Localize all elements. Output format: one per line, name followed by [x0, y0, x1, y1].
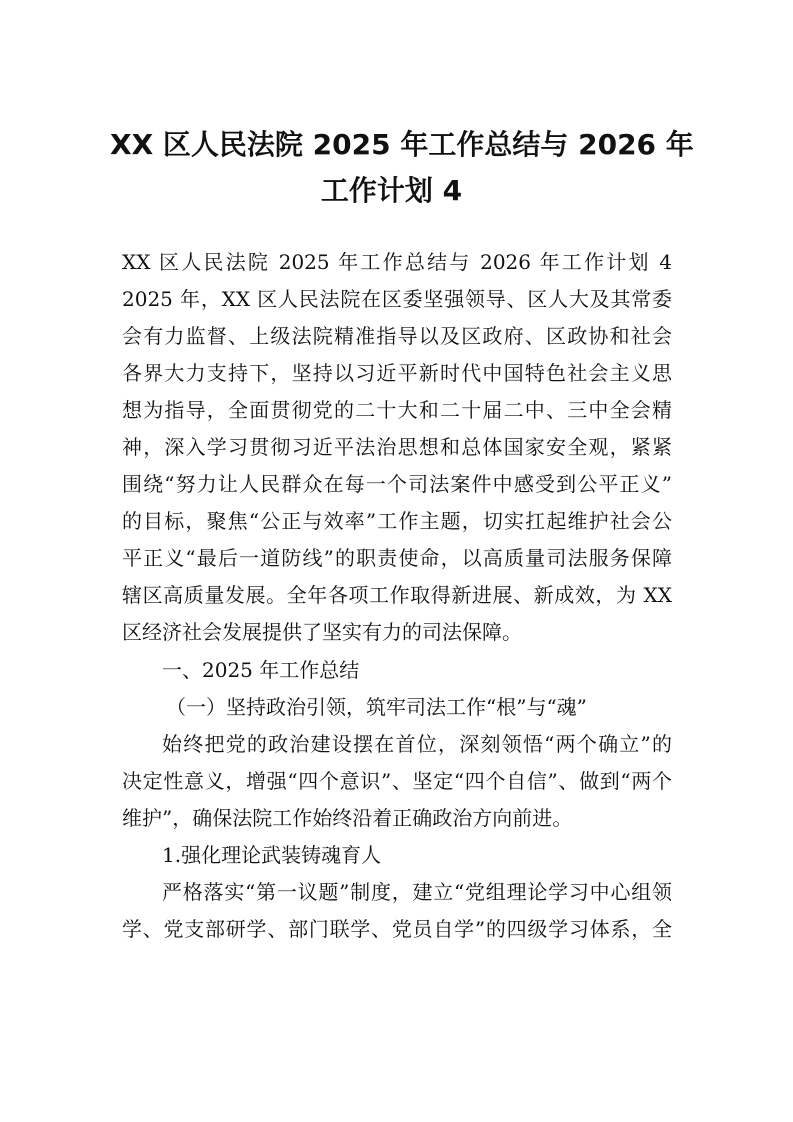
- title-line-1: XX 区人民法院 2025 年工作总结与 2026 年: [110, 128, 694, 161]
- body-line: 2025 年，XX 区人民法院在区委坚强领导、区人大及其常委: [122, 287, 672, 311]
- body-line: 决定性意义，增强“四个意识”、坚定“四个自信”、做到“两个: [122, 769, 672, 793]
- body-line: 学、党支部研学、部门联学、党员自学”的四级学习体系，全: [122, 917, 672, 941]
- body-line: 会有力监督、上级法院精准指导以及区政府、区政协和社会: [122, 324, 672, 348]
- body-line: 始终把党的政治建设摆在首位，深刻领悟“两个确立”的: [162, 732, 672, 756]
- section-heading: 一、2025 年工作总结: [162, 658, 360, 682]
- body-line: 平正义“最后一道防线”的职责使命，以高质量司法服务保障: [122, 546, 672, 570]
- body-line: 神，深入学习贯彻习近平法治思想和总体国家安全观，紧紧: [122, 435, 672, 459]
- body-line: 各界大力支持下，坚持以习近平新时代中国特色社会主义思: [122, 361, 672, 385]
- body-line: 的目标，聚焦“公正与效率”工作主题，切实扛起维护社会公: [122, 509, 672, 533]
- body-line: 严格落实“第一议题”制度，建立“党组理论学习中心组领: [162, 880, 672, 904]
- body-line: XX 区人民法院 2025 年工作总结与 2026 年工作计划 4: [122, 250, 672, 274]
- subsection-heading: （一）坚持政治引领，筑牢司法工作“根”与“魂”: [166, 695, 587, 719]
- body-line: 围绕“努力让人民群众在每一个司法案件中感受到公平正义”: [122, 472, 672, 496]
- document-title: [110, 122, 694, 214]
- body-line: 区经济社会发展提供了坚实有力的司法保障。: [122, 620, 522, 644]
- body-line: 辖区高质量发展。全年各项工作取得新进展、新成效，为 XX: [122, 583, 672, 607]
- title-line-2: 工作计划 4: [320, 174, 463, 207]
- body-line: 维护”，确保法院工作始终沿着正确政治方向前进。: [122, 806, 573, 830]
- body-line: 想为指导，全面贯彻党的二十大和二十届二中、三中全会精: [122, 398, 672, 422]
- item-heading: 1.强化理论武装铸魂育人: [162, 843, 382, 867]
